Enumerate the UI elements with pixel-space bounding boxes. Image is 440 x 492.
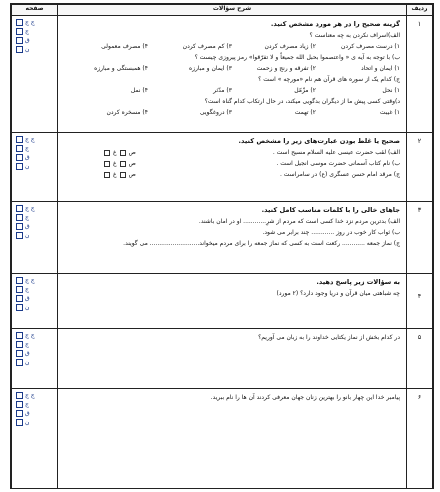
question-row-4 bbox=[12, 274, 433, 329]
question-number: ۱ bbox=[407, 16, 433, 133]
option[interactable]: ۱) ایمان و اتحاد bbox=[361, 65, 400, 72]
options-row bbox=[64, 63, 400, 74]
question-text: چه شباهتی میان قرآن و دریا وجود دارد؟ (۲ مورد) bbox=[276, 290, 400, 297]
exam-table bbox=[11, 4, 433, 489]
tf-item: ب) نام کتاب آسمانی حضرت موسی انجیل است . غ ص bbox=[64, 158, 400, 169]
checkbox-icon[interactable] bbox=[16, 410, 23, 417]
question-body bbox=[58, 16, 407, 133]
checkbox-icon[interactable] bbox=[16, 37, 23, 44]
score-cell bbox=[12, 389, 58, 489]
options-row bbox=[64, 107, 400, 118]
checkbox-icon[interactable] bbox=[16, 359, 23, 366]
score-row[interactable]: ق bbox=[16, 294, 53, 303]
score-row[interactable]: ج bbox=[16, 27, 53, 36]
option[interactable]: ۲) تهمت bbox=[294, 109, 316, 116]
score-row[interactable]: ن bbox=[16, 358, 53, 367]
question-body bbox=[58, 133, 407, 202]
option[interactable]: ۳) کم مصرف کردن bbox=[182, 43, 232, 50]
checkbox-icon[interactable] bbox=[16, 223, 23, 230]
checkbox-icon[interactable] bbox=[16, 145, 23, 152]
checkbox-icon[interactable] bbox=[104, 161, 110, 167]
question-row-3 bbox=[12, 202, 433, 274]
score-row[interactable]: ج bbox=[16, 400, 53, 409]
question-stem: الف)اسراف نکردن به چه معناست ؟ bbox=[309, 32, 400, 39]
header-row bbox=[12, 5, 433, 16]
score-grid bbox=[12, 274, 57, 314]
checkbox-icon[interactable] bbox=[16, 341, 23, 348]
checkbox-icon[interactable] bbox=[16, 392, 23, 399]
option[interactable]: ۴) همبستگی و مبارزه bbox=[94, 65, 148, 72]
question-body bbox=[58, 329, 407, 389]
score-row[interactable]: ج ج bbox=[16, 276, 53, 285]
score-row[interactable]: ن bbox=[16, 45, 53, 54]
question-number: ۲ bbox=[407, 133, 433, 202]
tf-item: ج) مرقد امام حسن عسگری (ع) در سامراست . غ ص bbox=[64, 169, 400, 180]
checkbox-icon[interactable] bbox=[16, 163, 23, 170]
header-number: ردیف bbox=[407, 5, 433, 16]
score-grid bbox=[12, 202, 57, 242]
score-row[interactable]: ن bbox=[16, 231, 53, 240]
header-score: صفحه bbox=[12, 5, 58, 16]
question-text: پیامبر خدا این چهار بانو را بهترین زنان جهان معرفی کردند آن ها را نام ببرید. bbox=[210, 394, 400, 401]
checkbox-icon[interactable] bbox=[16, 350, 23, 357]
question-body bbox=[58, 274, 407, 329]
score-row[interactable]: ج bbox=[16, 213, 53, 222]
score-row[interactable]: ج ج bbox=[16, 204, 53, 213]
question-title: به سؤالات زیر پاسخ دهید. bbox=[316, 278, 400, 286]
score-row[interactable]: ق bbox=[16, 349, 53, 358]
checkbox-icon[interactable] bbox=[104, 150, 110, 156]
checkbox-icon[interactable] bbox=[16, 46, 23, 53]
checkbox-icon[interactable] bbox=[16, 154, 23, 161]
score-row[interactable]: ن bbox=[16, 418, 53, 427]
score-row[interactable]: ق bbox=[16, 222, 53, 231]
checkbox-icon[interactable] bbox=[16, 277, 23, 284]
checkbox-icon[interactable] bbox=[16, 205, 23, 212]
option[interactable]: ۱) نحل bbox=[382, 87, 400, 94]
score-row[interactable]: ق bbox=[16, 36, 53, 45]
checkbox-icon[interactable] bbox=[16, 214, 23, 221]
question-number: ۳ bbox=[407, 202, 433, 274]
score-cell bbox=[12, 202, 58, 274]
option[interactable]: ۳) دروغگویی bbox=[199, 109, 232, 116]
fill-blank-item: الف) بدترین مردم نزد خدا کسی است که مردم از شرِ............ او در امان باشند. bbox=[198, 218, 400, 225]
options-row bbox=[64, 85, 400, 96]
question-stem: ب) با توجه به آیه ی « واعتصموا بحبل الله جمیعاً و لا تفرّقوا» رمز پیروزی چیست ؟ bbox=[194, 54, 400, 61]
score-grid bbox=[12, 389, 57, 429]
checkbox-icon[interactable] bbox=[120, 172, 126, 178]
score-row[interactable]: ج bbox=[16, 144, 53, 153]
score-row[interactable]: ن bbox=[16, 303, 53, 312]
checkbox-icon[interactable] bbox=[16, 136, 23, 143]
true-false-toggle[interactable]: غ ص bbox=[104, 169, 136, 180]
checkbox-icon[interactable] bbox=[16, 295, 23, 302]
checkbox-icon[interactable] bbox=[16, 286, 23, 293]
checkbox-icon[interactable] bbox=[16, 332, 23, 339]
question-title: صحیح یا غلط بودن عبارت‌های زیر را مشخص کنید. bbox=[238, 137, 400, 145]
score-row[interactable]: ج ج bbox=[16, 18, 53, 27]
option[interactable]: ۴) مصرف معمولی bbox=[101, 43, 148, 50]
option[interactable]: ۳) ایمان و مبارزه bbox=[188, 65, 232, 72]
option[interactable]: ۲) مزّمّل bbox=[294, 87, 316, 94]
question-stem: د)وقتی کسی پیش ما از دیگران بدگویی میکند، در حال ارتکاب کدام گناه است؟ bbox=[204, 98, 400, 105]
true-false-toggle[interactable]: غ ص bbox=[104, 158, 136, 169]
score-cell bbox=[12, 133, 58, 202]
question-text: در کدام بخش از نماز یکتایی خداوند را به زبان می آوریم؟ bbox=[258, 334, 400, 341]
score-cell bbox=[12, 329, 58, 389]
question-body bbox=[58, 202, 407, 274]
checkbox-icon[interactable] bbox=[16, 304, 23, 311]
true-false-toggle[interactable]: غ ص bbox=[104, 147, 136, 158]
score-cell bbox=[12, 274, 58, 329]
question-title: گزینه صحیح را در هر مورد مشخص کنید. bbox=[270, 20, 400, 28]
question-number: ۶ bbox=[407, 389, 433, 489]
question-stem: ج) کدام یک از سوره های قرآن هم نام «مورچه » است ؟ bbox=[258, 76, 400, 83]
options-row bbox=[64, 41, 400, 52]
question-row-5 bbox=[12, 329, 433, 389]
score-row[interactable]: ن bbox=[16, 162, 53, 171]
score-cell bbox=[12, 16, 58, 133]
score-row[interactable]: ج bbox=[16, 340, 53, 349]
score-row[interactable]: ج ج bbox=[16, 391, 53, 400]
checkbox-icon[interactable] bbox=[120, 150, 126, 156]
exam-sheet bbox=[10, 3, 434, 489]
option[interactable]: ۱) غیبت bbox=[379, 109, 400, 116]
question-body bbox=[58, 389, 407, 489]
checkbox-icon[interactable] bbox=[16, 19, 23, 26]
question-title: جاهای خالی را با کلمات مناسب کامل کنید. bbox=[261, 206, 400, 214]
score-grid bbox=[12, 16, 57, 56]
score-grid bbox=[12, 329, 57, 369]
checkbox-icon[interactable] bbox=[16, 232, 23, 239]
checkbox-icon[interactable] bbox=[16, 28, 23, 35]
score-row[interactable]: ق bbox=[16, 409, 53, 418]
header-description: شرح سؤالات bbox=[58, 5, 407, 16]
tf-item: الف) لقب حضرت عیسی علیه السلام مسیح است . غ ص bbox=[64, 147, 400, 158]
score-row[interactable]: ق bbox=[16, 153, 53, 162]
checkbox-icon[interactable] bbox=[16, 419, 23, 426]
option[interactable]: ۳) مدّثر bbox=[213, 87, 232, 94]
checkbox-icon[interactable] bbox=[16, 401, 23, 408]
option[interactable]: ۲) زیاد مصرف کردن bbox=[264, 43, 316, 50]
question-row-6 bbox=[12, 389, 433, 489]
checkbox-icon[interactable] bbox=[120, 161, 126, 167]
question-row-2 bbox=[12, 133, 433, 202]
question-row-1 bbox=[12, 16, 433, 133]
score-grid bbox=[12, 133, 57, 173]
option[interactable]: ۲) تفرقه و رنج و زحمت bbox=[256, 65, 316, 72]
question-number: ۴ bbox=[407, 274, 433, 329]
checkbox-icon[interactable] bbox=[104, 172, 110, 178]
score-row[interactable]: ج ج bbox=[16, 331, 53, 340]
fill-blank-item: ب) ثواب کار خوب در روز ............ چند برابر می شود. bbox=[262, 229, 400, 236]
option[interactable]: ۴) مسخره کردن bbox=[106, 109, 148, 116]
score-row[interactable]: ج bbox=[16, 285, 53, 294]
option[interactable]: ۱) درست مصرف کردن bbox=[341, 43, 400, 50]
fill-blank-item: ج) نماز جمعه ............ رکعت است به کسی که نماز جمعه را برای مردم میخواند.......................... می گویند. bbox=[123, 240, 400, 247]
option[interactable]: ۴) نمل bbox=[130, 87, 148, 94]
question-number: ۵ bbox=[407, 329, 433, 389]
score-row[interactable]: ج ج bbox=[16, 135, 53, 144]
